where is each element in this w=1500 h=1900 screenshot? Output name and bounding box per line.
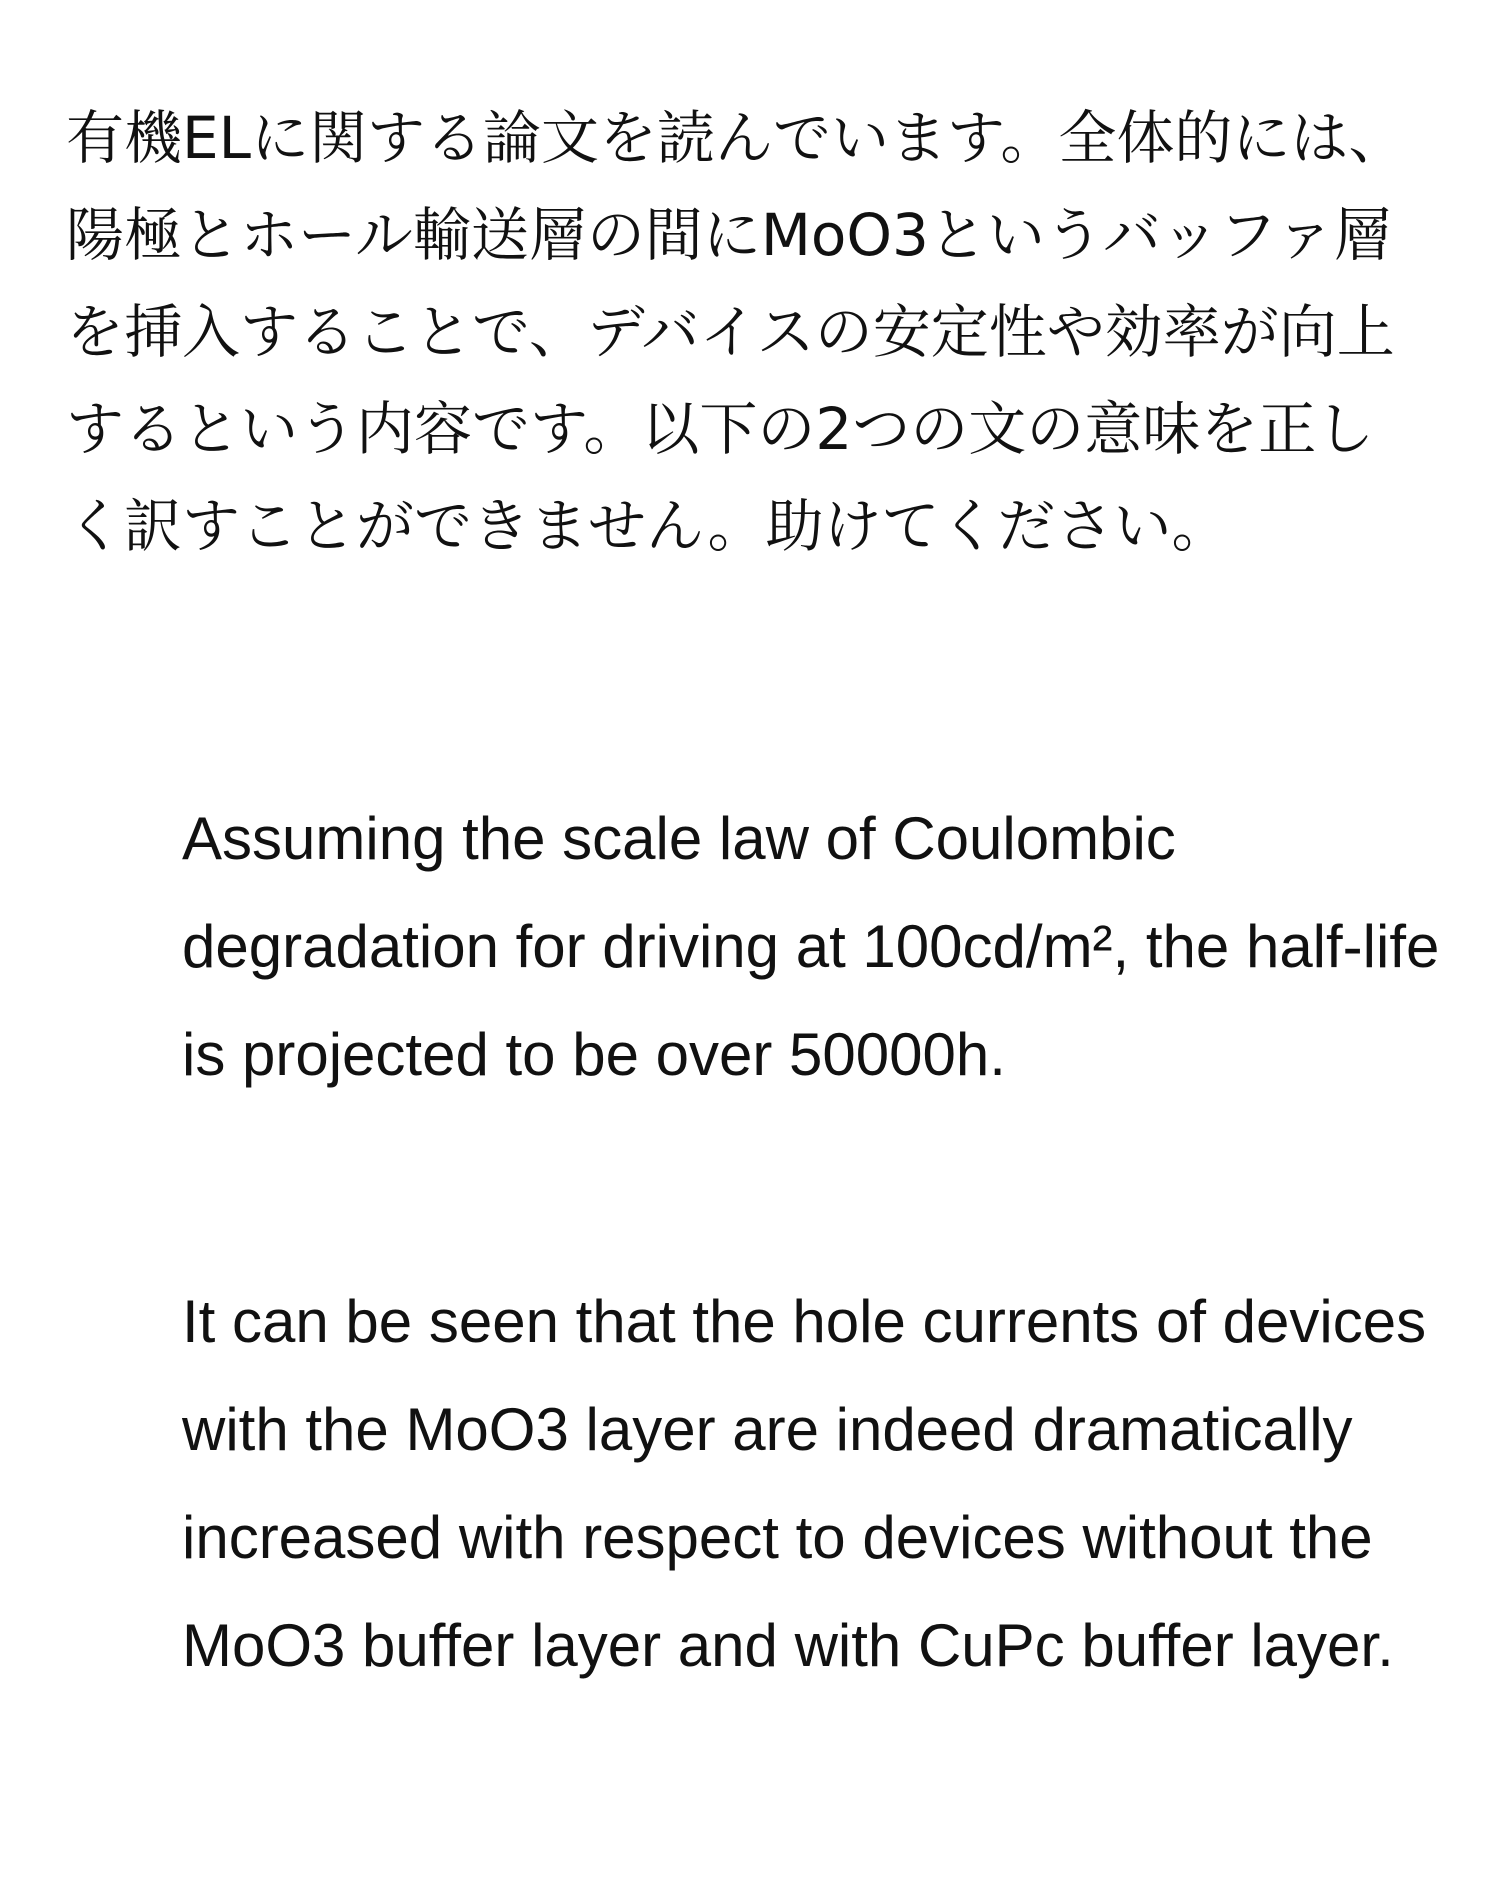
intro-paragraph: 有機ELに関する論文を読んでいます。全体的には、陽極とホール輸送層の間にMoO3というバッファ層を挿入することで、デバイスの安定性や効率が向上するという内容です。以下の2つの文の意味を正しく訳すことができません。助けてください。 [66, 104, 1407, 560]
quoted-sentence-1: Assuming the scale law of Coulombic degradation for driving at 100cd/m², the half-life is projected to be over 50000h. [182, 805, 1440, 1088]
quoted-sentence-2: It can be seen that the hole currents of devices with the MoO3 layer are indeed dramatically increased with respect to devices without the MoO3 buffer layer and with CuPc buffer layer. [182, 1288, 1427, 1679]
